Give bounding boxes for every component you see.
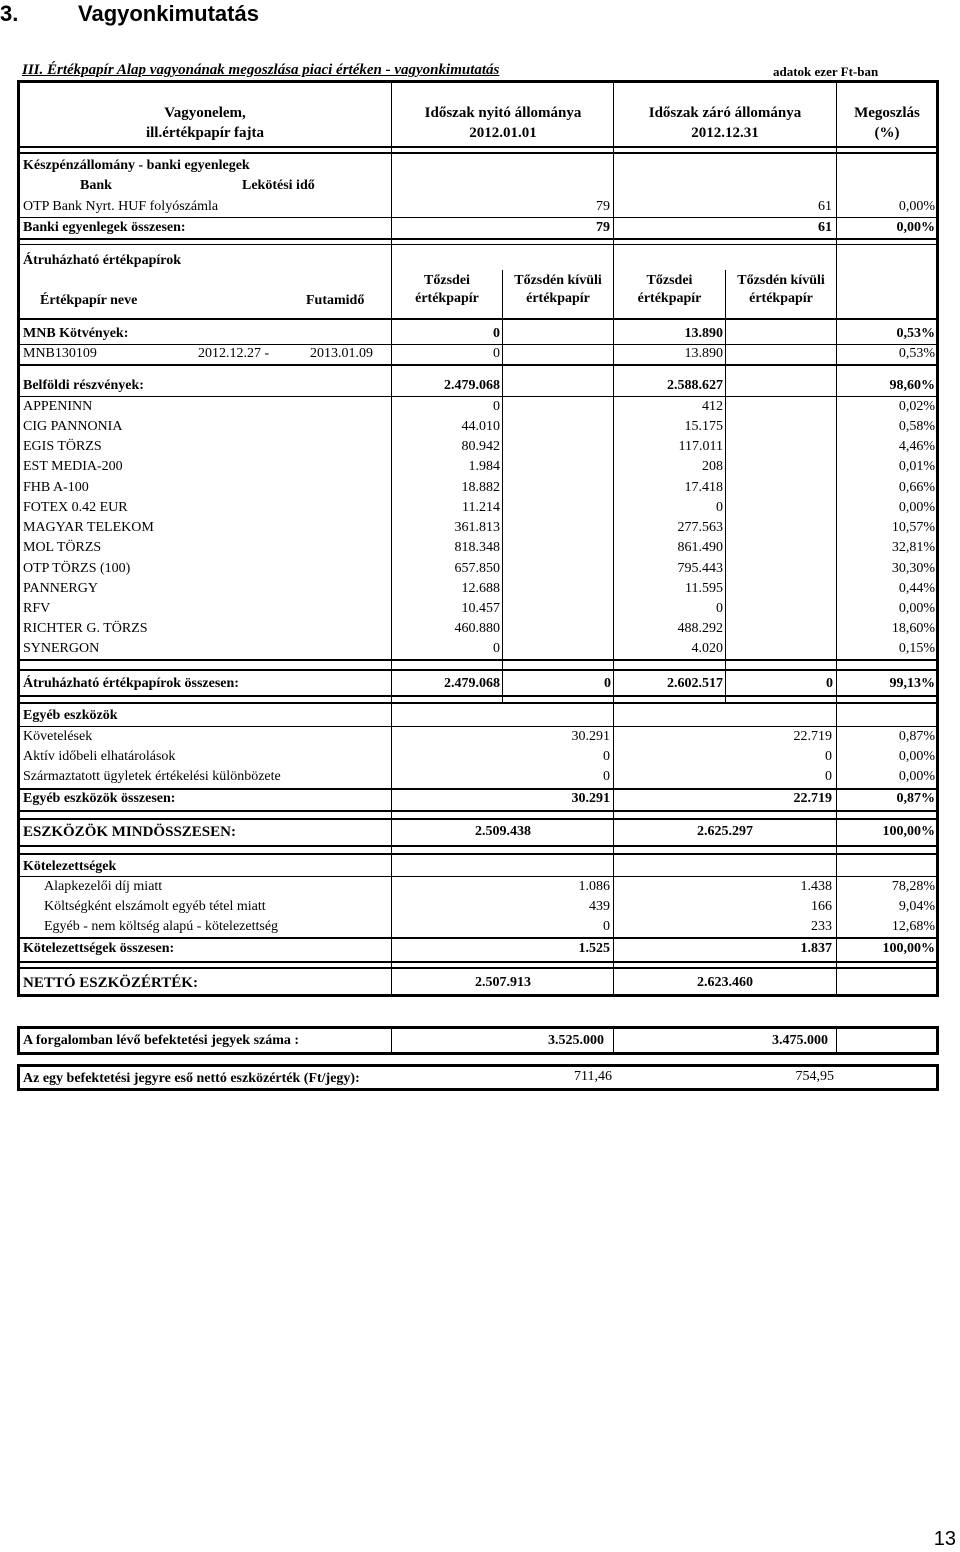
share-close: 11.595 <box>685 581 723 596</box>
grid-line <box>20 364 936 366</box>
share-name: APPENINN <box>23 399 93 414</box>
cash-sub-term: Lekötési idő <box>242 178 315 193</box>
grid-line <box>20 152 936 154</box>
subheader-close-otc: Tőzsdén kívüli értékpapír <box>737 273 825 306</box>
other-assets-total-open: 30.291 <box>571 791 610 806</box>
table-row <box>0 620 960 640</box>
other-asset-close: 22.719 <box>793 729 832 744</box>
total-assets-open: 2.509.438 <box>475 824 531 839</box>
grid-line <box>20 810 936 812</box>
total-assets-close: 2.625.297 <box>697 824 753 839</box>
subheader-open-exchange: Tőzsdei értékpapír <box>415 273 479 306</box>
net-asset-value-label: NETTÓ ESZKÖZÉRTÉK: <box>23 975 198 991</box>
share-open: 818.348 <box>454 540 500 555</box>
share-pct: 0,00% <box>898 601 935 616</box>
securities-total-close-exchange: 2.602.517 <box>667 676 723 691</box>
cash-row-close: 61 <box>818 199 832 214</box>
other-asset-open: 0 <box>603 749 610 764</box>
grid-line <box>20 695 936 697</box>
table-title: III. Értékpapír Alap vagyonának megoszlása piaci értéken - vagyonkimutatás <box>22 62 500 78</box>
mnb-row-from: 2012.12.27 - <box>198 346 270 361</box>
share-name: PANNERGY <box>23 581 98 596</box>
securities-total-close-otc: 0 <box>826 676 833 691</box>
table-row <box>0 418 960 438</box>
units-count-label: A forgalomban lévő befektetési jegyek száma : <box>23 1033 300 1048</box>
header-opening: Időszak nyitó állománya 2012.01.01 <box>424 105 582 141</box>
grid-line <box>20 396 936 397</box>
other-asset-open: 30.291 <box>571 729 610 744</box>
nav-per-unit-label: Az egy befektetési jegyre eső nettó eszközérték (Ft/jegy): <box>23 1071 360 1086</box>
share-open: 80.942 <box>461 439 500 454</box>
mnb-row-close: 13.890 <box>684 346 723 361</box>
share-name: RFV <box>23 601 51 616</box>
page-number: 13 <box>933 1528 956 1550</box>
share-open: 10.457 <box>461 601 500 616</box>
liabilities-total-pct: 100,00% <box>882 941 935 956</box>
liability-pct: 9,04% <box>898 899 935 914</box>
total-assets-pct: 100,00% <box>882 824 935 839</box>
header-closing: Időszak záró állománya 2012.12.31 <box>648 105 802 141</box>
share-pct: 0,58% <box>898 419 935 434</box>
other-asset-pct: 0,87% <box>898 729 935 744</box>
share-close: 17.418 <box>684 480 723 495</box>
liability-pct: 78,28% <box>891 879 935 894</box>
grid-line <box>20 217 936 218</box>
grid-line <box>20 726 936 727</box>
securities-total-open-otc: 0 <box>604 676 611 691</box>
securities-title: Átruházható értékpapírok <box>23 253 182 268</box>
units-note: adatok ezer Ft-ban <box>773 64 879 79</box>
cash-row-open: 79 <box>596 199 610 214</box>
table-row <box>0 539 960 559</box>
share-close: 4.020 <box>691 641 723 656</box>
grid-line <box>20 146 936 148</box>
mnb-close: 13.890 <box>684 326 723 341</box>
cash-section-title: Készpénzállomány - banki egyenlegek <box>23 158 250 173</box>
share-close: 0 <box>716 601 723 616</box>
liability-name: Költségként elszámolt egyéb tétel miatt <box>44 899 266 914</box>
table-row <box>0 600 960 620</box>
grid-line <box>20 961 936 963</box>
table-row <box>0 479 960 499</box>
share-name: FHB A-100 <box>23 480 89 495</box>
liability-open: 0 <box>603 919 610 934</box>
share-name: MAGYAR TELEKOM <box>23 520 154 535</box>
nav-per-unit-close: 754,95 <box>795 1069 834 1084</box>
cash-total-label: Banki egyenlegek összesen: <box>23 220 186 235</box>
cash-total-pct: 0,00% <box>896 220 935 235</box>
total-assets-label: ESZKÖZÖK MINDÖSSZESEN: <box>23 824 236 840</box>
liability-close: 166 <box>811 899 832 914</box>
grid-line <box>20 853 936 855</box>
cash-total-close: 61 <box>818 220 832 235</box>
section-title: Vagyonkimutatás <box>78 1 259 26</box>
nav-per-unit-open: 711,46 <box>574 1069 612 1084</box>
shares-pct: 98,60% <box>889 378 935 393</box>
section-number: 3. <box>0 1 19 26</box>
securities-total-label: Átruházható értékpapírok összesen: <box>23 676 239 691</box>
share-pct: 18,60% <box>891 621 935 636</box>
units-count-close: 3.475.000 <box>772 1033 828 1048</box>
table-row <box>0 580 960 600</box>
other-asset-close: 0 <box>825 769 832 784</box>
share-name: EGIS TÖRZS <box>23 439 102 454</box>
other-assets-total-pct: 0,87% <box>896 791 935 806</box>
other-asset-name: Követelések <box>23 729 93 744</box>
table-row <box>0 438 960 458</box>
table-row <box>0 728 960 748</box>
share-close: 117.011 <box>678 439 723 454</box>
mnb-row-name: MNB130109 <box>23 346 97 361</box>
other-asset-pct: 0,00% <box>898 749 935 764</box>
units-count-open: 3.525.000 <box>548 1033 604 1048</box>
share-open: 361.813 <box>454 520 500 535</box>
share-name: MOL TÖRZS <box>23 540 102 555</box>
grid-line <box>20 238 936 240</box>
grid-line <box>20 244 936 245</box>
cash-row-name: OTP Bank Nyrt. HUF folyószámla <box>23 199 219 214</box>
securities-maturity-label: Futamidő <box>306 293 365 308</box>
share-open: 44.010 <box>461 419 500 434</box>
share-pct: 0,02% <box>898 399 935 414</box>
grid-line <box>20 876 936 877</box>
share-open: 1.984 <box>468 459 500 474</box>
share-pct: 4,46% <box>898 439 935 454</box>
liabilities-title: Kötelezettségek <box>23 859 117 874</box>
table-row <box>0 398 960 418</box>
share-close: 0 <box>716 500 723 515</box>
table-row <box>0 560 960 580</box>
share-open: 460.880 <box>454 621 500 636</box>
mnb-row-open: 0 <box>493 346 500 361</box>
share-name: OTP TÖRZS (100) <box>23 561 131 576</box>
table-row <box>0 918 960 938</box>
grid-line <box>391 1029 392 1052</box>
share-name: RICHTER G. TÖRZS <box>23 621 148 636</box>
grid-line <box>20 318 936 320</box>
subheader-close-exchange: Tőzsdei értékpapír <box>637 273 702 306</box>
grid-line <box>20 845 936 847</box>
shares-open: 2.479.068 <box>444 378 500 393</box>
share-close: 277.563 <box>677 520 723 535</box>
liabilities-total-close: 1.837 <box>800 941 832 956</box>
other-assets-title: Egyéb eszközök <box>23 708 118 723</box>
table-row <box>0 499 960 519</box>
liability-close: 233 <box>811 919 832 934</box>
share-pct: 0,00% <box>898 500 935 515</box>
share-open: 12.688 <box>461 581 500 596</box>
other-asset-name: Aktív időbeli elhatárolások <box>23 749 176 764</box>
share-pct: 0,15% <box>898 641 935 656</box>
grid-line <box>20 702 936 704</box>
share-close: 412 <box>702 399 723 414</box>
share-open: 0 <box>493 641 500 656</box>
liabilities-total-label: Kötelezettségek összesen: <box>23 941 175 956</box>
liability-name: Egyéb - nem költség alapú - kötelezettség <box>44 919 279 934</box>
share-close: 488.292 <box>677 621 723 636</box>
liability-pct: 12,68% <box>891 919 935 934</box>
cash-sub-bank: Bank <box>80 178 112 193</box>
securities-total-open-exchange: 2.479.068 <box>444 676 500 691</box>
table-row <box>0 768 960 788</box>
share-open: 657.850 <box>454 561 500 576</box>
share-pct: 30,30% <box>891 561 935 576</box>
liability-close: 1.438 <box>800 879 832 894</box>
share-pct: 10,57% <box>891 520 935 535</box>
share-name: SYNERGON <box>23 641 100 656</box>
other-assets-total-label: Egyéb eszközök összesen: <box>23 791 176 806</box>
share-pct: 0,44% <box>898 581 935 596</box>
table-row <box>0 519 960 539</box>
mnb-open: 0 <box>493 326 500 341</box>
mnb-row-pct: 0,53% <box>898 346 935 361</box>
securities-total-pct: 99,13% <box>889 676 935 691</box>
share-pct: 0,01% <box>898 459 935 474</box>
table-row <box>0 898 960 918</box>
liability-open: 439 <box>589 899 610 914</box>
share-name: EST MEDIA-200 <box>23 459 123 474</box>
shares-title: Belföldi részvények: <box>23 378 144 393</box>
share-close: 208 <box>702 459 723 474</box>
table-row <box>0 748 960 768</box>
header-asset-type: Vagyonelem, ill.értékpapír fajta <box>145 105 265 141</box>
other-asset-open: 0 <box>603 769 610 784</box>
other-asset-close: 0 <box>825 749 832 764</box>
cash-total-open: 79 <box>596 220 610 235</box>
other-asset-name: Származtatott ügyletek értékelési különbözete <box>23 769 281 784</box>
other-asset-pct: 0,00% <box>898 769 935 784</box>
table-row <box>0 458 960 478</box>
net-asset-value-close: 2.623.460 <box>697 975 753 990</box>
cash-row-pct: 0,00% <box>898 199 935 214</box>
securities-name-label: Értékpapír neve <box>40 293 138 308</box>
mnb-pct: 0,53% <box>896 326 935 341</box>
share-pct: 0,66% <box>898 480 935 495</box>
grid-line <box>20 818 936 820</box>
section-heading <box>0 0 259 28</box>
liability-open: 1.086 <box>578 879 610 894</box>
share-close: 861.490 <box>677 540 723 555</box>
share-open: 0 <box>493 399 500 414</box>
other-assets-total-close: 22.719 <box>793 791 832 806</box>
liabilities-total-open: 1.525 <box>578 941 610 956</box>
share-name: FOTEX 0.42 EUR <box>23 500 128 515</box>
share-open: 11.214 <box>462 500 500 515</box>
mnb-title: MNB Kötvények: <box>23 326 129 341</box>
liability-name: Alapkezelői díj miatt <box>44 879 163 894</box>
mnb-row-to: 2013.01.09 <box>310 346 373 361</box>
grid-line <box>20 967 936 969</box>
table-row <box>0 640 960 660</box>
grid-line <box>20 669 936 671</box>
subheader-open-otc: Tőzsdén kívüli értékpapír <box>514 273 602 306</box>
share-open: 18.882 <box>461 480 500 495</box>
share-close: 795.443 <box>677 561 723 576</box>
share-close: 15.175 <box>684 419 723 434</box>
net-asset-value-open: 2.507.913 <box>475 975 531 990</box>
table-row <box>0 878 960 898</box>
shares-close: 2.588.627 <box>667 378 723 393</box>
share-name: CIG PANNONIA <box>23 419 123 434</box>
grid-line <box>613 1029 614 1052</box>
header-distribution: Megoszlás (%) <box>854 105 920 141</box>
grid-line <box>836 1029 837 1052</box>
share-pct: 32,81% <box>891 540 935 555</box>
